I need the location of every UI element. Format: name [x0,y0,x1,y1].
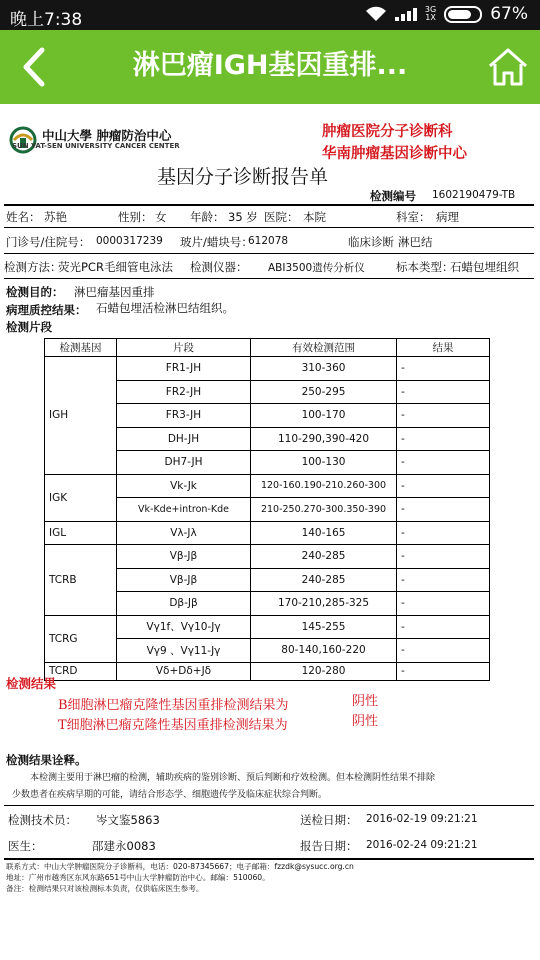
row-divider [4,253,534,254]
range-cell: 210-250.270-300.350-390 [251,498,397,522]
range-cell: 140-165 [251,521,397,545]
instrument-value: ABI3500遗传分析仪 [268,262,365,274]
page-title: 淋巴瘤IGH基因重排... [132,50,408,81]
result-cell: - [397,521,490,545]
column-header: 有效检测范围 [251,339,397,357]
name-label: 姓名： [6,210,41,224]
method-value: 荧光PCR毛细管电泳法 [58,260,173,274]
method-label: 检测方法： [4,260,62,274]
result-cell: - [397,639,490,663]
t-cell-result-label: T细胞淋巴瘤克隆性基因重排检测结果为 [58,718,288,733]
result-heading: 检测结果 [6,676,57,691]
signal-icon [395,7,417,21]
slide-number-value: 612078 [248,235,289,247]
qc-value: 石蜡包埋活检淋巴结组织。 [96,301,234,315]
purpose-value: 淋巴瘤基因重排 [74,285,155,299]
patient-info-row [6,209,41,225]
app-bar [0,30,540,104]
result-cell: - [397,451,490,475]
age-value: 35 岁 [228,210,258,224]
battery-percent: 67% [490,4,528,24]
t-cell-result-value: 阴性 [352,714,379,729]
interpretation-line: 本检测主要用于淋巴瘤的检测，辅助疾病的鉴别诊断、预后判断和疗效检测。但本检测阴性结果不排除 [30,773,436,783]
hospital-label: 医院： [264,210,299,224]
logo-subtitle: SUN YAT-SEN UNIVERSITY CANCER CENTER [12,142,180,150]
home-icon [486,44,530,90]
logo-title: 中山大學 肿瘤防治中心 [42,128,172,143]
result-cell: - [397,427,490,451]
result-cell: - [397,615,490,639]
gene-cell: TCRB [45,545,117,616]
fragment-cell: DH-JH [117,427,251,451]
doctor-label: 医生： [8,839,43,853]
column-header: 结果 [397,339,490,357]
range-cell: 310-360 [251,357,397,381]
fragment-cell: Vλ-Jλ [117,521,251,545]
fragment-cell: Vδ+Dδ+Jδ [117,662,251,680]
report-document[interactable] [0,104,540,960]
range-cell: 100-170 [251,404,397,428]
range-cell: 170-210,285-325 [251,592,397,616]
fragment-cell: Vβ-Jβ [117,545,251,569]
range-cell: 145-255 [251,615,397,639]
column-header: 片段 [117,339,251,357]
send-date-value: 2016-02-19 09:21:21 [366,813,478,825]
purpose-label: 检测目的： [6,285,64,299]
result-cell: - [397,568,490,592]
range-cell: 240-285 [251,545,397,569]
table-row [45,662,490,680]
fragment-heading: 检测片段 [6,320,52,334]
footer-contact: 联系方式：中山大学肿瘤医院分子诊断科，电话：020-87345667；电子邮箱：fzzdk@sysucc.org.cn [6,862,354,871]
fragment-cell: FR3-JH [117,404,251,428]
dept-label: 科室： [396,210,431,224]
fragment-cell: Vγ1f、Vγ10-Jγ [117,615,251,639]
gene-cell: TCRG [45,615,117,662]
gene-results-table [44,338,490,681]
battery-icon [444,6,482,23]
table-row [45,357,490,381]
status-time: 晚上7:38 [10,10,83,30]
result-cell: - [397,357,490,381]
back-button[interactable] [14,44,54,90]
sex-value: 女 [155,210,167,224]
center-name: 华南肿瘤基因诊断中心 [322,146,467,162]
footer-divider [4,858,534,860]
b-cell-result-label: B细胞淋巴瘤克隆性基因重排检测结果为 [58,698,289,713]
result-cell: - [397,498,490,522]
report-date-value: 2016-02-24 09:21:21 [366,839,478,851]
dept-value: 病理 [436,210,459,224]
table-row [45,545,490,569]
test-number-value: 1602190479-TB [432,189,516,201]
result-cell: - [397,545,490,569]
result-cell: - [397,404,490,428]
clinic-number-value: 0000317239 [96,235,163,247]
table-header-row [45,339,490,357]
row-divider [4,227,534,228]
diagnosis-value: 淋巴结 [398,235,433,249]
range-cell: 120-280 [251,662,397,680]
result-cell: - [397,662,490,680]
range-cell: 240-285 [251,568,397,592]
table-row [45,615,490,639]
section-divider [4,805,534,806]
fragment-cell: Dβ-Jβ [117,592,251,616]
chevron-left-icon [14,44,54,90]
instrument-label: 检测仪器： [190,260,248,274]
report-date-label: 报告日期： [300,839,358,853]
gene-cell: IGK [45,474,117,521]
fragment-cell: Vγ9 、Vγ11-Jγ [117,639,251,663]
sample-value: 石蜡包埋组织 [450,260,519,274]
technician-label: 检测技术员： [8,813,77,827]
gene-cell: IGL [45,521,117,545]
test-number-label: 检测编号 [370,189,416,203]
table-row [45,474,490,498]
sex-label: 性别： [118,210,153,224]
fragment-cell: Vk-Kde+intron-Kde [117,498,251,522]
hospital-value: 本院 [303,210,326,224]
network-type: 3G 1X [424,5,437,22]
age-label: 年龄： [190,210,225,224]
doctor-value: 邵建永0083 [92,839,156,853]
column-header: 检测基因 [45,339,117,357]
range-cell: 80-140,160-220 [251,639,397,663]
report-title: 基因分子诊断报告单 [157,166,329,188]
header-divider [4,204,534,206]
gene-cell: IGH [45,357,117,475]
fragment-cell: Vk-Jk [117,474,251,498]
patient-name: 苏艳 [44,210,67,224]
result-cell: - [397,592,490,616]
qc-label: 病理质控结果： [6,303,87,317]
sample-label: 标本类型： [396,260,454,274]
status-icons [365,4,528,24]
row-divider [4,278,534,279]
range-cell: 100-130 [251,451,397,475]
slide-number-label: 玻片/蜡块号： [180,235,253,249]
result-cell: - [397,474,490,498]
home-button[interactable] [486,44,530,90]
wifi-icon [365,6,387,22]
department-name: 肿瘤医院分子诊断科 [322,124,453,140]
fragment-cell: Vβ-Jβ [117,568,251,592]
range-cell: 120-160.190-210.260-300 [251,474,397,498]
fragment-cell: DH7-JH [117,451,251,475]
interpretation-heading: 检测结果诠释。 [6,753,87,767]
technician-value: 岑文鉴5863 [96,813,160,827]
table-row [45,521,490,545]
gene-cell: TCRD [45,662,117,680]
result-cell: - [397,380,490,404]
range-cell: 110-290,390-420 [251,427,397,451]
fragment-cell: FR2-JH [117,380,251,404]
fragment-cell: FR1-JH [117,357,251,381]
diagnosis-label: 临床诊断 [348,235,394,249]
status-bar [0,0,540,30]
range-cell: 250-295 [251,380,397,404]
footer-address: 地址：广州市越秀区东风东路651号中山大学肿瘤防治中心。邮编：510060。 [6,873,270,882]
b-cell-result-value: 阴性 [352,694,379,709]
footer-note: 备注：检测结果只对该检测标本负责，仅供临床医生参考。 [6,884,204,893]
send-date-label: 送检日期： [300,813,358,827]
clinic-number-label: 门诊号/住院号： [6,235,91,249]
interpretation-line: 少数患者在疾病早期的可能，请结合形态学、细胞遗传学及临床症状综合判断。 [12,790,328,800]
